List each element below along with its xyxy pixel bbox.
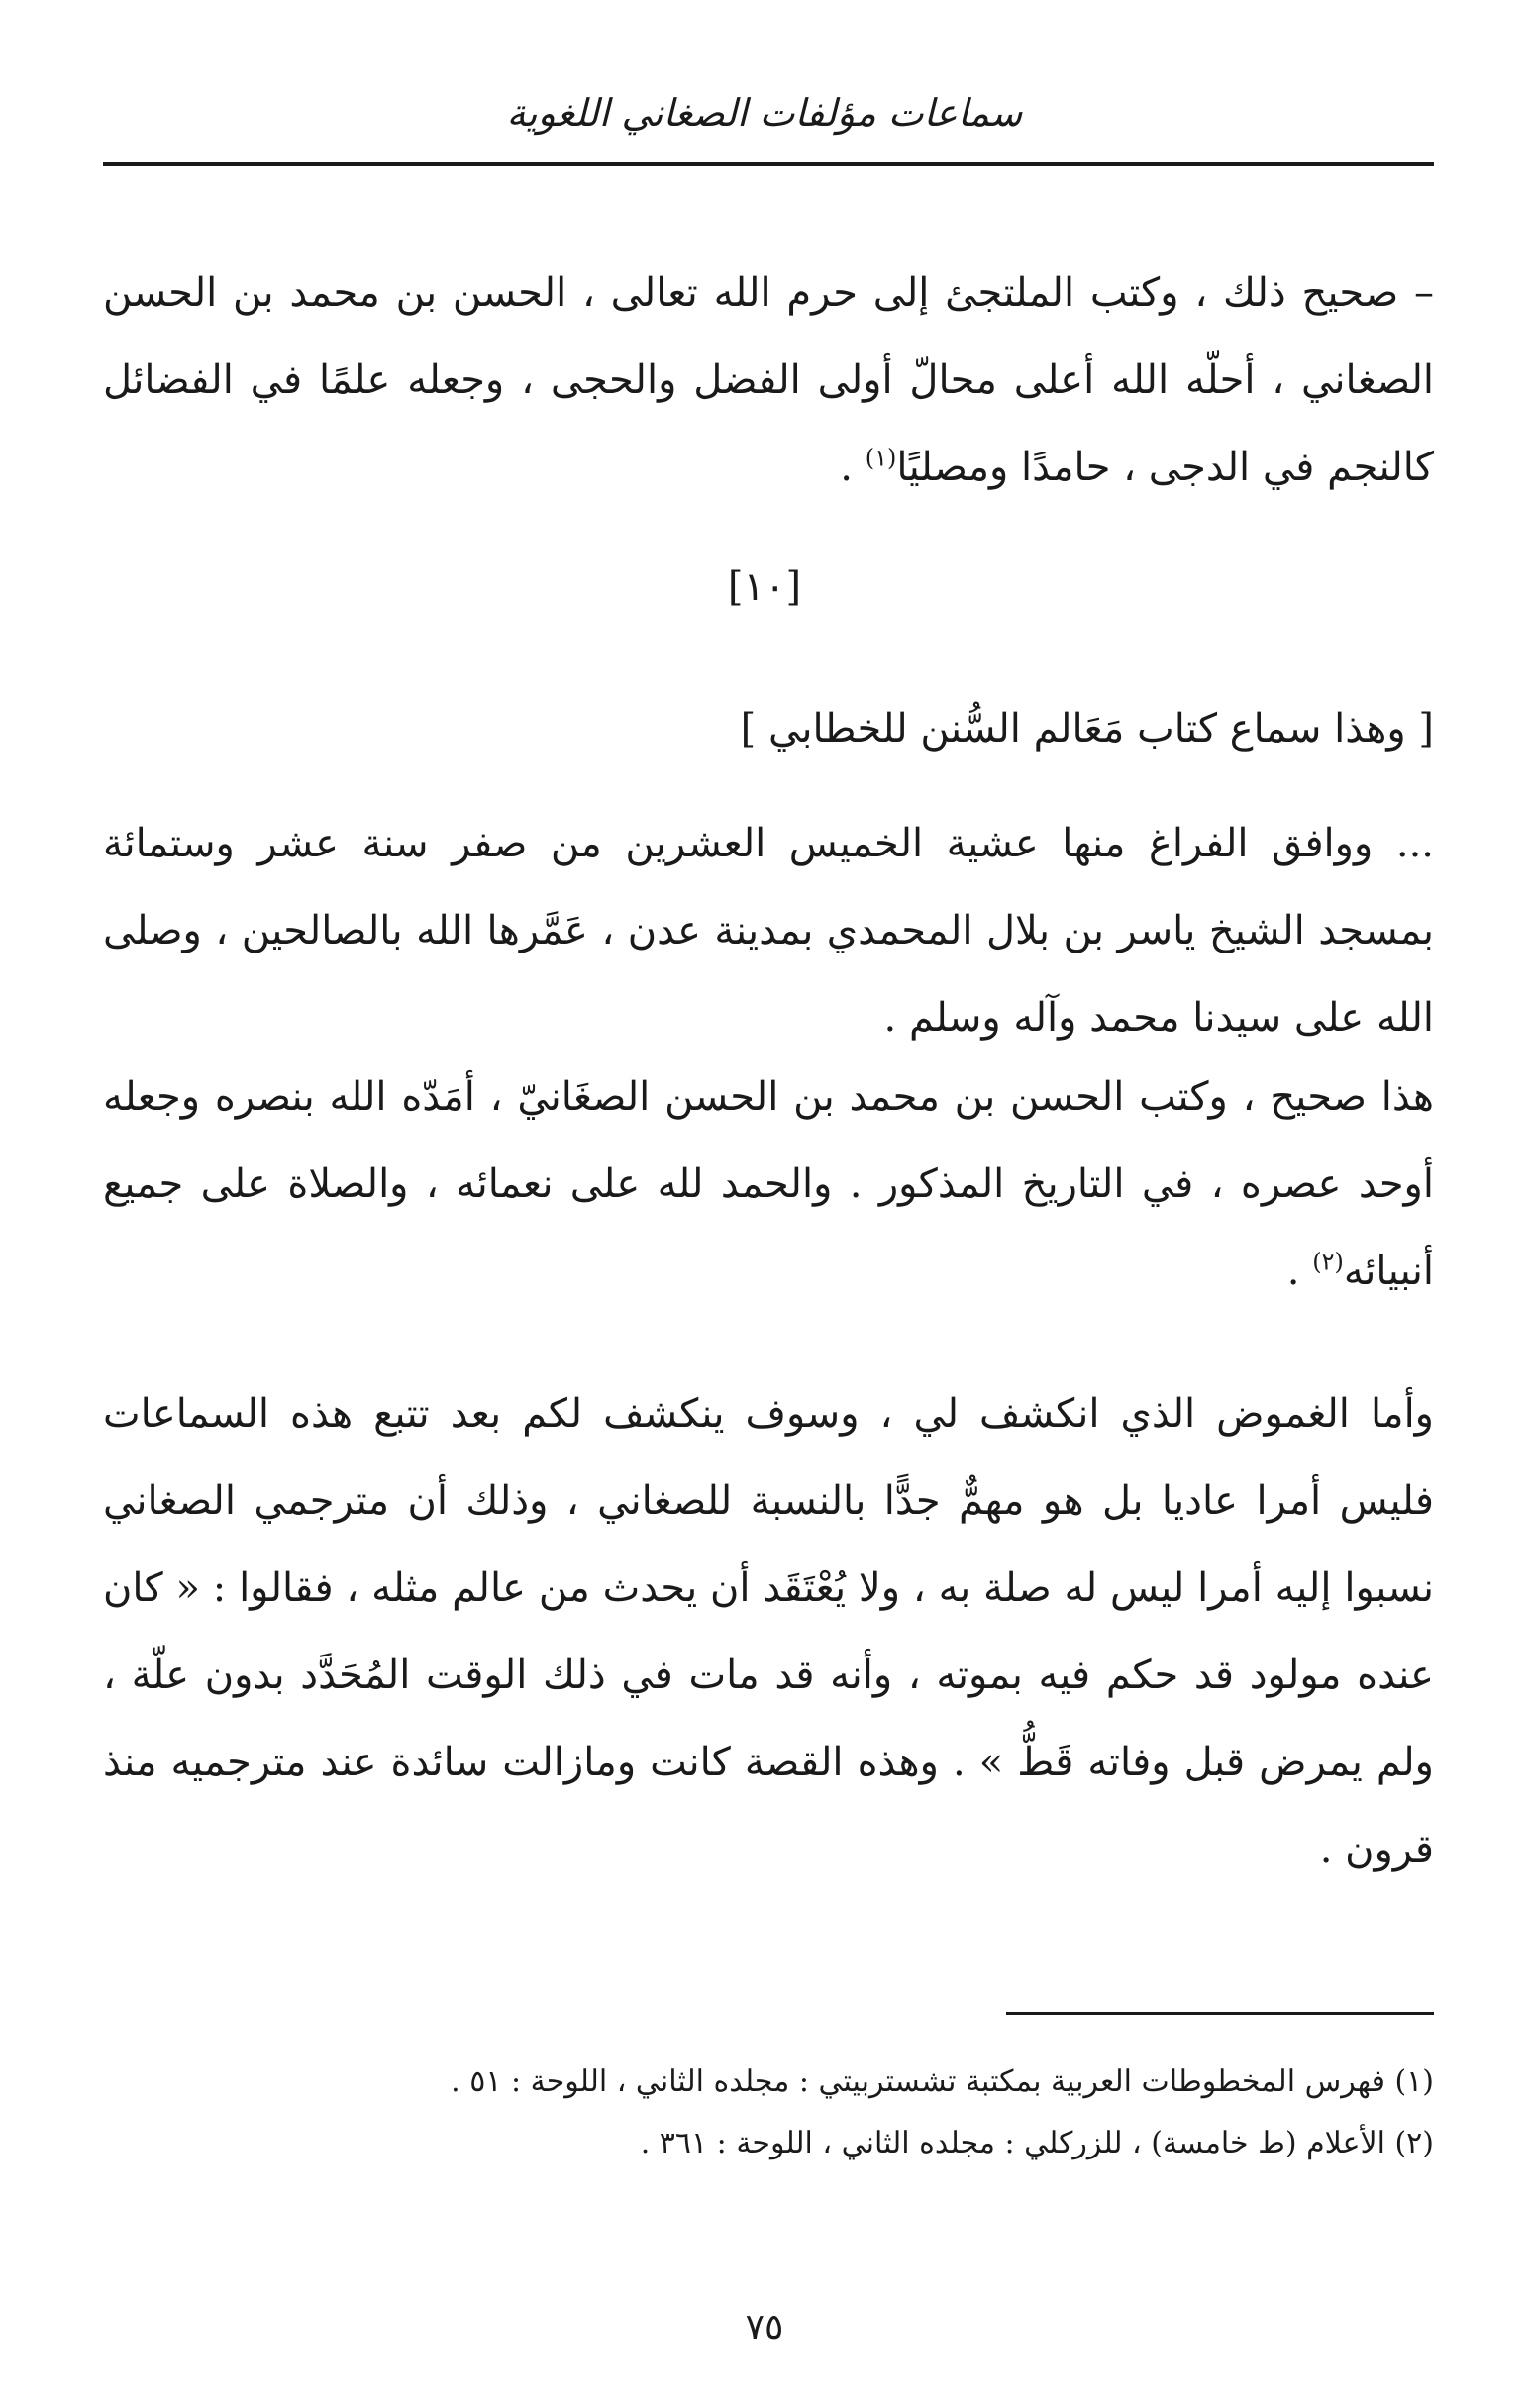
footnote-ref-2: (٢)	[1312, 1248, 1344, 1276]
page-number: ٧٥	[745, 2307, 784, 2348]
header-rule	[103, 162, 1434, 166]
paragraph-4	[103, 1370, 1434, 1893]
paragraph-1-end: .	[840, 445, 866, 490]
section-title-text: [ وهذا سماع كتاب مَعَالم السُّنن للخطابي ]	[740, 706, 1434, 752]
paragraph-3-text: هذا صحيح ، وكتب الحسن بن محمد بن الحسن الصغَانيّ ، أمَدّه الله بنصره وجعله أوحد عصره ، في التاريخ المذكور . والحمد لله على نعمائه ، والصلاة على جميع أنبيائه	[103, 1074, 1434, 1294]
section-title	[103, 685, 1434, 772]
running-head: سماعات مؤلفات الصغاني اللغوية	[506, 91, 1023, 135]
paragraph-3	[103, 1054, 1434, 1315]
paragraph-1	[103, 250, 1434, 511]
paragraph-2	[103, 800, 1434, 1061]
paragraph-2-text: ... ووافق الفراغ منها عشية الخميس العشرين من صفر سنة عشر وستمائة بمسجد الشيخ ياسر بن بلال المحمدي بمدينة عدن ، عَمَّرها الله بالصالحين ، وصلى الله على سيدنا محمد وآله وسلم .	[103, 821, 1435, 1041]
paragraph-1-text: – صحيح ذلك ، وكتب الملتجئ إلى حرم الله تعالى ، الحسن بن محمد بن الحسن الصغاني ، أحلّه الله أعلى محالّ أولى الفضل والحجى ، وجعله علمًا في الفضائل كالنجم في الدجى ، حامدًا ومصليًا	[103, 270, 1434, 490]
footnote-2: (٢) الأعلام (ط خامسة) ، للزركلي : مجلده الثاني ، اللوحة : ٣٦١ .	[640, 2126, 1434, 2160]
footnote-ref-1: (١)	[865, 444, 897, 472]
footnote-1: (١) فهرس المخطوطات العربية بمكتبة تشستربيتي : مجلده الثاني ، اللوحة : ٥١ .	[451, 2064, 1434, 2099]
paragraph-4-text: وأما الغموض الذي انكشف لي ، وسوف ينكشف لكم بعد تتبع هذه السماعات فليس أمرا عاديا بل هو مهمٌّ جدًّا بالنسبة للصغاني ، وذلك أن مترجمي الصغاني نسبوا إليه أمرا ليس له صلة به ، ولا يُعْتَقَد أن يحدث من عالم مثله ، فقالوا : « كان عنده مولود قد حكم فيه بموته ، وأنه قد مات في ذلك الوقت المُحَدَّد بدون علّة ، ولم يمرض قبل وفاته قَطُّ » . وهذه القصة كانت ومازالت سائدة عند مترجميه منذ قرون .	[103, 1391, 1434, 1872]
section-number: [١٠]	[727, 564, 802, 610]
paragraph-3-end: .	[1286, 1249, 1313, 1294]
footnote-rule	[1006, 2012, 1434, 2015]
footnotes	[103, 2052, 1434, 2174]
